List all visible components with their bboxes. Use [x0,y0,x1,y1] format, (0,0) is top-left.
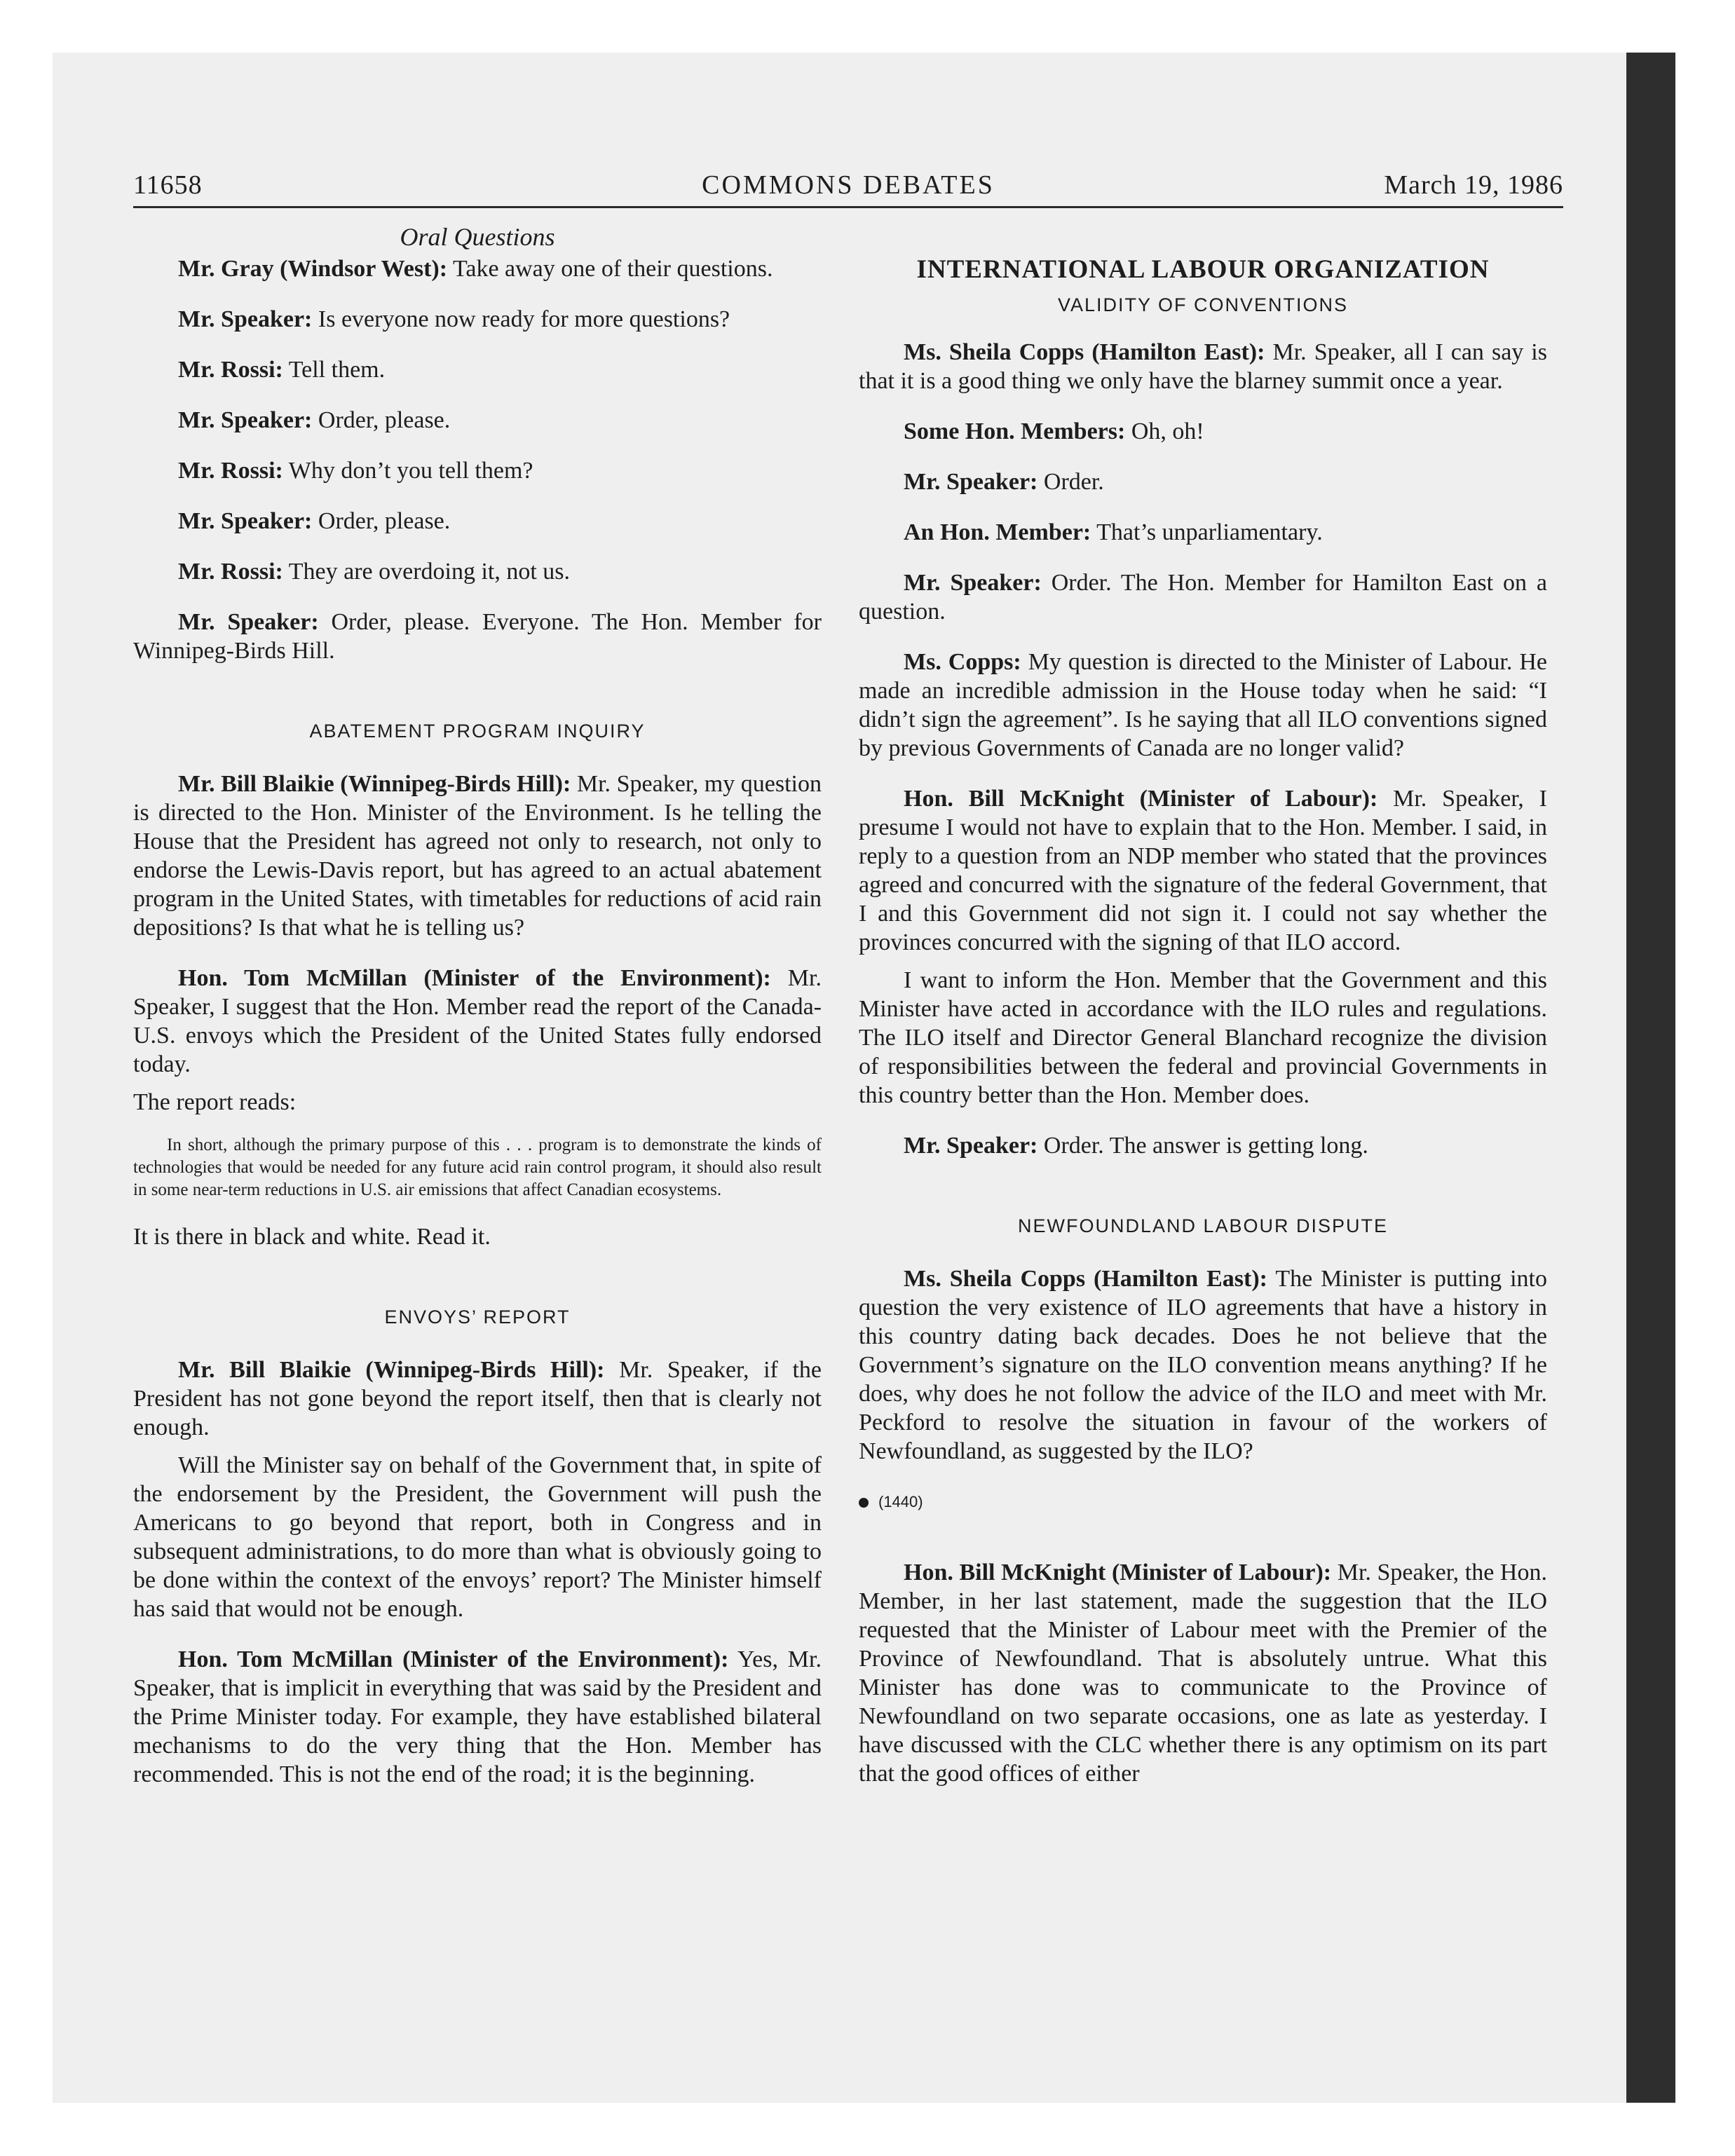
speaker-name: Mr. Speaker: [904,469,1038,495]
speaker-name: Some Hon. Members: [904,418,1126,444]
speech-paragraph [133,770,822,942]
speech-text: Mr. Speaker, I suggest that the Hon. Member read the report of the Canada-U.S. envoys which the President of the United States fully endorsed today. [133,965,822,1077]
speaker-name: Ms. Copps: [904,649,1021,675]
speech-text: The Minister is putting into question the very existence of ILO agreements that have a history in this country dating back decades. Does he not believe that the Government’s signature on the ILO convention means anything? If he does, why does he not follow the advice of the ILO and meet with Mr. Peckford to resolve the situation in favour of the workers of Newfoundland, as suggested by the ILO? [859,1266,1547,1464]
section-heading: ABATEMENT PROGRAM INQUIRY [309,721,646,742]
speech-text: Order, please. [312,508,451,534]
speech-paragraph [133,964,822,1079]
publication-title: COMMONS DEBATES [702,170,995,200]
speech-paragraph [859,1558,1547,1788]
speech-paragraph [133,1356,822,1442]
sub-heading: VALIDITY OF CONVENTIONS [1057,294,1349,315]
section-heading: NEWFOUNDLAND LABOUR DISPUTE [1017,1215,1389,1236]
speech-paragraph: The report reads: [133,1089,297,1115]
bullet-dot-icon [859,1498,869,1508]
speaker-name: Mr. Bill Blaikie (Winnipeg-Birds Hill): [178,1357,605,1383]
speech-paragraph [133,406,822,435]
speaker-name: Hon. Tom McMillan (Minister of the Environment): [178,965,771,991]
speech-text: Is everyone now ready for more questions? [312,306,730,332]
speech-paragraph [133,305,822,334]
time-marker-text: (1440) [878,1493,923,1510]
speech-paragraph: It is there in black and white. Read it. [133,1224,491,1250]
speech-text: Mr. Speaker, the Hon. Member, in her last statement, made the suggestion that the ILO requested that the Minister of Labour meet with the Premier of the Province of Newfoundland. That is absolutely untrue. What this Minister has done was to communicate to the Province of Newfoundland on two separate occasions, one as late as yesterday. I have discussed with the CLC whether there is any optimism on its part that the good offices of either [859,1560,1547,1787]
page-date: March 19, 1986 [1384,170,1563,200]
time-marker [859,1487,1547,1516]
speech-paragraph [859,1131,1547,1160]
speaker-name: Hon. Bill McKnight (Minister of Labour): [904,786,1378,812]
speech-paragraph [133,355,822,384]
speech-paragraph [859,1264,1547,1466]
speech-text: That’s unparliamentary. [1091,519,1323,545]
speech-paragraph [859,784,1547,957]
main-heading: INTERNATIONAL LABOUR ORGANIZATION [916,255,1490,284]
speaker-name: Mr. Gray (Windsor West): [178,256,448,282]
speech-text: Tell them. [283,357,386,383]
speech-paragraph [859,338,1547,395]
speaker-name: Hon. Bill McKnight (Minister of Labour): [904,1560,1332,1585]
speaker-name: Mr. Speaker: [904,1133,1038,1159]
speech-text: Mr. Speaker, if the President has not gone beyond the report itself, then that is clearly not enough. [133,1357,822,1440]
speech-paragraph [133,254,822,283]
speech-paragraph [859,568,1547,626]
speech-text: Order, please. Everyone. The Hon. Member for Winnipeg-Birds Hill. [133,609,822,664]
speech-paragraph [133,507,822,535]
speech-text: Mr. Speaker, all I can say is that it is a good thing we only have the blarney summit once a year. [859,339,1547,394]
speaker-name: Ms. Sheila Copps (Hamilton East): [904,1266,1268,1292]
speech-text: Mr. Speaker, I presume I would not have to explain that to the Hon. Member. I said, in reply to a question from an NDP member who stated that the provinces agreed and concurred with the signature of the federal Government, that I and this Government did not sign it. I could not say whether the provinces concurred with the signing of that ILO accord. [859,786,1547,955]
speech-paragraph [133,557,822,586]
block-quote: In short, although the primary purpose of this . . . program is to demonstrate the kinds of technologies that would be needed for any future acid rain control program, it should also result in some near-term reductions in U.S. air emissions that affect Canadian ecosystems. [133,1135,822,1199]
speech-paragraph [859,417,1547,446]
speaker-name: Ms. Sheila Copps (Hamilton East): [904,339,1265,365]
speech-text: Oh, oh! [1125,418,1204,444]
speaker-name: Mr. Bill Blaikie (Winnipeg-Birds Hill): [178,771,571,797]
speaker-name: An Hon. Member: [904,519,1091,545]
speaker-name: Mr. Speaker: [178,306,313,332]
speaker-name: Mr. Speaker: [178,508,313,534]
speech-text: Yes, Mr. Speaker, that is implicit in everything that was said by the President and the Prime Minister today. For example, they have established bilateral mechanisms to do the very thing that the Hon. Member has recommended. This is not the end of the road; it is the beginning. [133,1646,822,1787]
speaker-name: Mr. Rossi: [178,458,283,484]
page-number: 11658 [133,170,203,200]
scan-edge-shadow [1626,53,1675,2103]
left-column [133,223,822,1810]
speech-text: Order. [1037,469,1104,495]
speech-text: Mr. Speaker, my question is directed to the Hon. Minister of the Environment. Is he telling the House that the President has agreed not only to research, not only to endorse the Lewis-Davis report, but has agreed to an actual abatement program in the United States, with timetables for reductions of acid rain depositions? Is that what he is telling us? [133,771,822,941]
speech-paragraph [133,1645,822,1789]
speech-text: Order. The Hon. Member for Hamilton East on a question. [859,570,1547,625]
speaker-name: Mr. Speaker: [178,609,319,635]
speech-paragraph [133,608,822,665]
speech-text: Order, please. [312,407,451,433]
right-column [859,223,1547,1810]
speech-text: Take away one of their questions. [447,256,773,282]
speech-text: Order. The answer is getting long. [1037,1133,1368,1159]
speaker-name: Mr. Speaker: [178,407,313,433]
speaker-name: Mr. Rossi: [178,559,283,585]
speech-paragraph [133,456,822,485]
speech-text: My question is directed to the Minister of Labour. He made an incredible admission in the House today when he said: “I didn’t sign the agreement”. Is he saying that all ILO conventions signed by previous Governments of Canada are no longer valid? [859,649,1547,761]
speech-paragraph: Will the Minister say on behalf of the Government that, in spite of the endorsement by the President, the Government will push the Americans to go beyond that report, both in Congress and in subsequent administrations, to do more than what is obviously going to be done within the context of the envoys’ report? The Minister himself has said that would not be enough. [133,1452,822,1622]
section-label: Oral Questions [400,223,555,251]
speech-text: Why don’t you tell them? [283,458,533,484]
speech-text: They are overdoing it, not us. [283,559,571,585]
speech-paragraph [859,468,1547,496]
speaker-name: Mr. Rossi: [178,357,283,383]
speaker-name: Mr. Speaker: [904,570,1042,596]
section-heading: ENVOYS’ REPORT [384,1306,571,1328]
speech-paragraph: I want to inform the Hon. Member that the Government and this Minister have acted in accordance with the ILO rules and regulations. The ILO itself and Director General Blanchard recognize the division of responsibilities between the federal and provincial Governments in this country better than the Hon. Member does. [859,967,1547,1108]
speaker-name: Hon. Tom McMillan (Minister of the Environment): [178,1646,729,1672]
speech-paragraph [859,648,1547,763]
page-header [133,167,1563,208]
speech-paragraph [859,518,1547,547]
